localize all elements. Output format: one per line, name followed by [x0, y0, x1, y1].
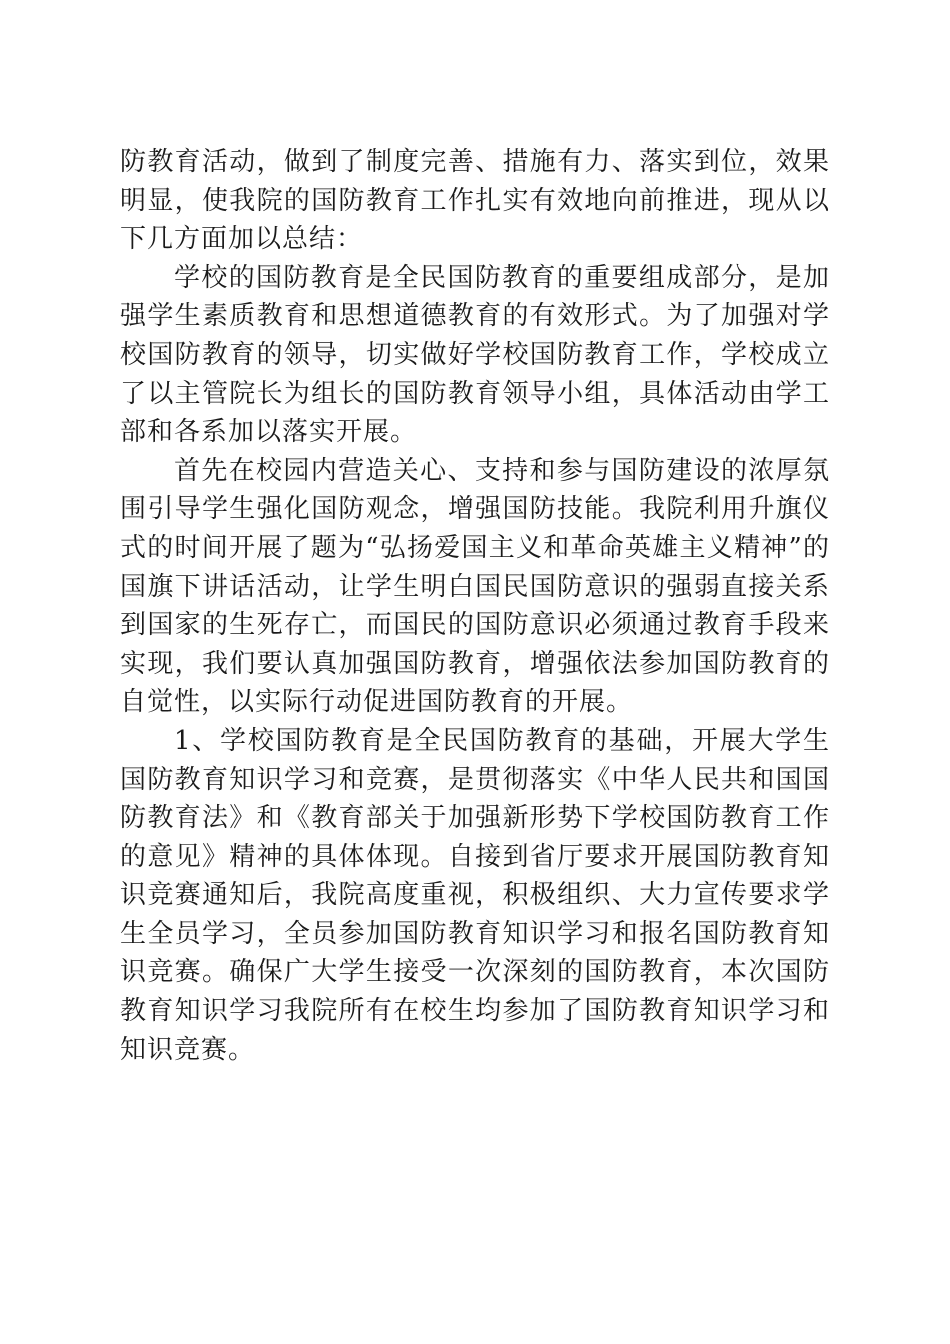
document-body [120, 143, 830, 1069]
paragraph-campus-atmosphere: 首先在校园内营造关心、支持和参与国防建设的浓厚氛围引导学生强化国防观念，增强国防技能。我院利用升旗仪式的时间开展了题为“弘扬爱国主义和革命英雄主义精神”的国旗下讲话活动，让学生明白国民国防意识的强弱直接关系到国家的生死存亡，而国民的国防意识必须通过教育手段来实现，我们要认真加强国防教育，增强依法参加国防教育的自觉性，以实际行动促进国防教育的开展。 [120, 455, 830, 718]
paragraph-knowledge-contest: 1、学校国防教育是全民国防教育的基础，开展大学生国防教育知识学习和竞赛，是贯彻落实《中华人民共和国国防教育法》和《教育部关于加强新形势下学校国防教育工作的意见》精神的具体体现。自接到省厅要求开展国防教育知识竞赛通知后，我院高度重视，积极组织、大力宣传要求学生全员学习，全员参加国防教育知识学习和报名国防教育知识竞赛。确保广大学生接受一次深刻的国防教育，本次国防教育知识学习我院所有在校生均参加了国防教育知识学习和知识竞赛。 [120, 725, 830, 1065]
paragraph-leadership: 学校的国防教育是全民国防教育的重要组成部分，是加强学生素质教育和思想道德教育的有效形式。为了加强对学校国防教育的领导，切实做好学校国防教育工作，学校成立了以主管院长为组长的国防教育领导小组，具体活动由学工部和各系加以落实开展。 [120, 262, 830, 448]
paragraph-continuation: 防教育活动，做到了制度完善、措施有力、落实到位，效果明显，使我院的国防教育工作扎实有效地向前推进，现从以下几方面加以总结： [120, 147, 830, 255]
